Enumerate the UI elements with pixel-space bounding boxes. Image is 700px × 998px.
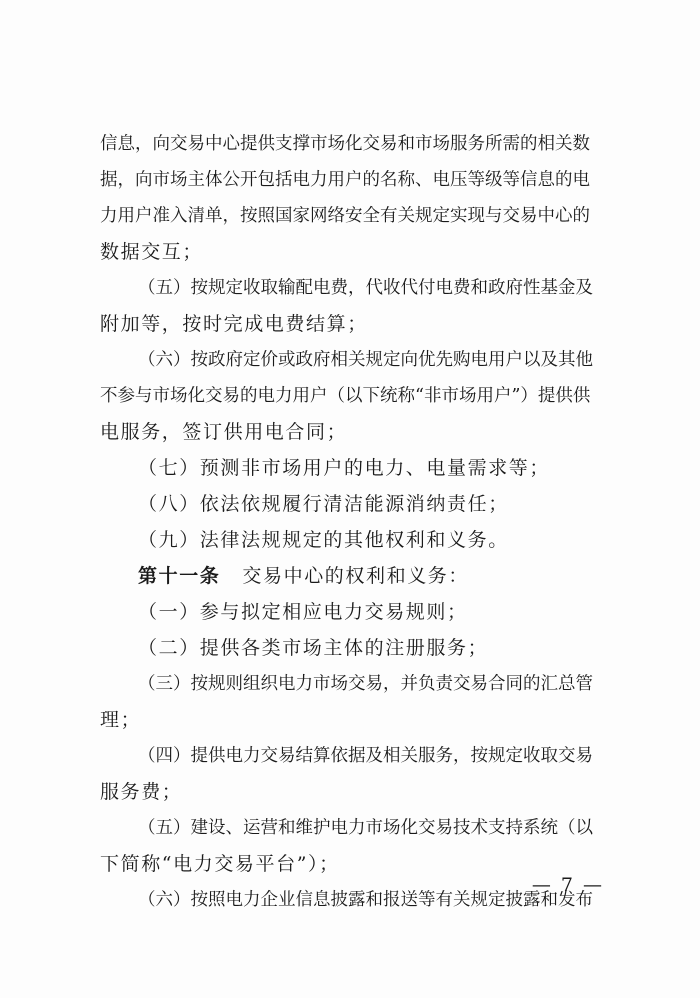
text-line: 不参与市场化交易的电力用户（以下统称“非市场用户”）提供供 xyxy=(100,386,591,406)
page-number: — 7 — xyxy=(531,874,604,896)
text-line: 信息，向交易中心提供支撑市场化交易和市场服务所需的相关数 xyxy=(100,134,590,154)
clause-line: （三）按规则组织电力市场交易，并负责交易合同的汇总管 xyxy=(138,674,593,694)
clause-line: （五）按规定收取输配电费，代收代付电费和政府性基金及 xyxy=(138,278,593,298)
text-line: 服务费； xyxy=(100,781,183,803)
article-heading xyxy=(100,558,600,594)
article-title: 第十一条 xyxy=(138,565,221,587)
clause-line: （四）提供电力交易结算依据及相关服务，按规定收取交易 xyxy=(138,746,593,766)
clause-line: （二）提供各类市场主体的注册服务； xyxy=(138,637,489,659)
text-line: 理； xyxy=(100,709,142,731)
text-line: 力用户准入清单，按照国家网络安全有关规定实现与交易中心的 xyxy=(100,206,590,226)
article-intro: 交易中心的权利和义务： xyxy=(242,565,470,587)
clause-line: （五）建设、运营和维护电力市场化交易技术支持系统（以 xyxy=(138,818,593,838)
clause-line: （一）参与拟定相应电力交易规则； xyxy=(138,601,468,623)
text-line: 电服务，签订供用电合同； xyxy=(100,421,348,443)
document-body xyxy=(100,126,600,918)
clause-line: （八）依法依规履行清洁能源消纳责任； xyxy=(138,493,509,515)
text-line: 数据交互； xyxy=(100,241,204,263)
text-line: 下简称“电力交易平台”）； xyxy=(100,853,340,875)
text-line: 据，向市场主体公开包括电力用户的名称、电压等级等信息的电 xyxy=(100,170,590,190)
clause-line: （九）法律法规规定的其他权利和义务。 xyxy=(138,529,509,551)
text-line: 附加等，按时完成电费结算； xyxy=(100,313,368,335)
clause-line: （六）按照电力企业信息披露和报送等有关规定披露和发布 xyxy=(138,890,593,910)
clause-line: （七）预测非市场用户的电力、电量需求等； xyxy=(138,457,551,479)
clause-line: （六）按政府定价或政府相关规定向优先购电用户以及其他 xyxy=(138,350,593,370)
